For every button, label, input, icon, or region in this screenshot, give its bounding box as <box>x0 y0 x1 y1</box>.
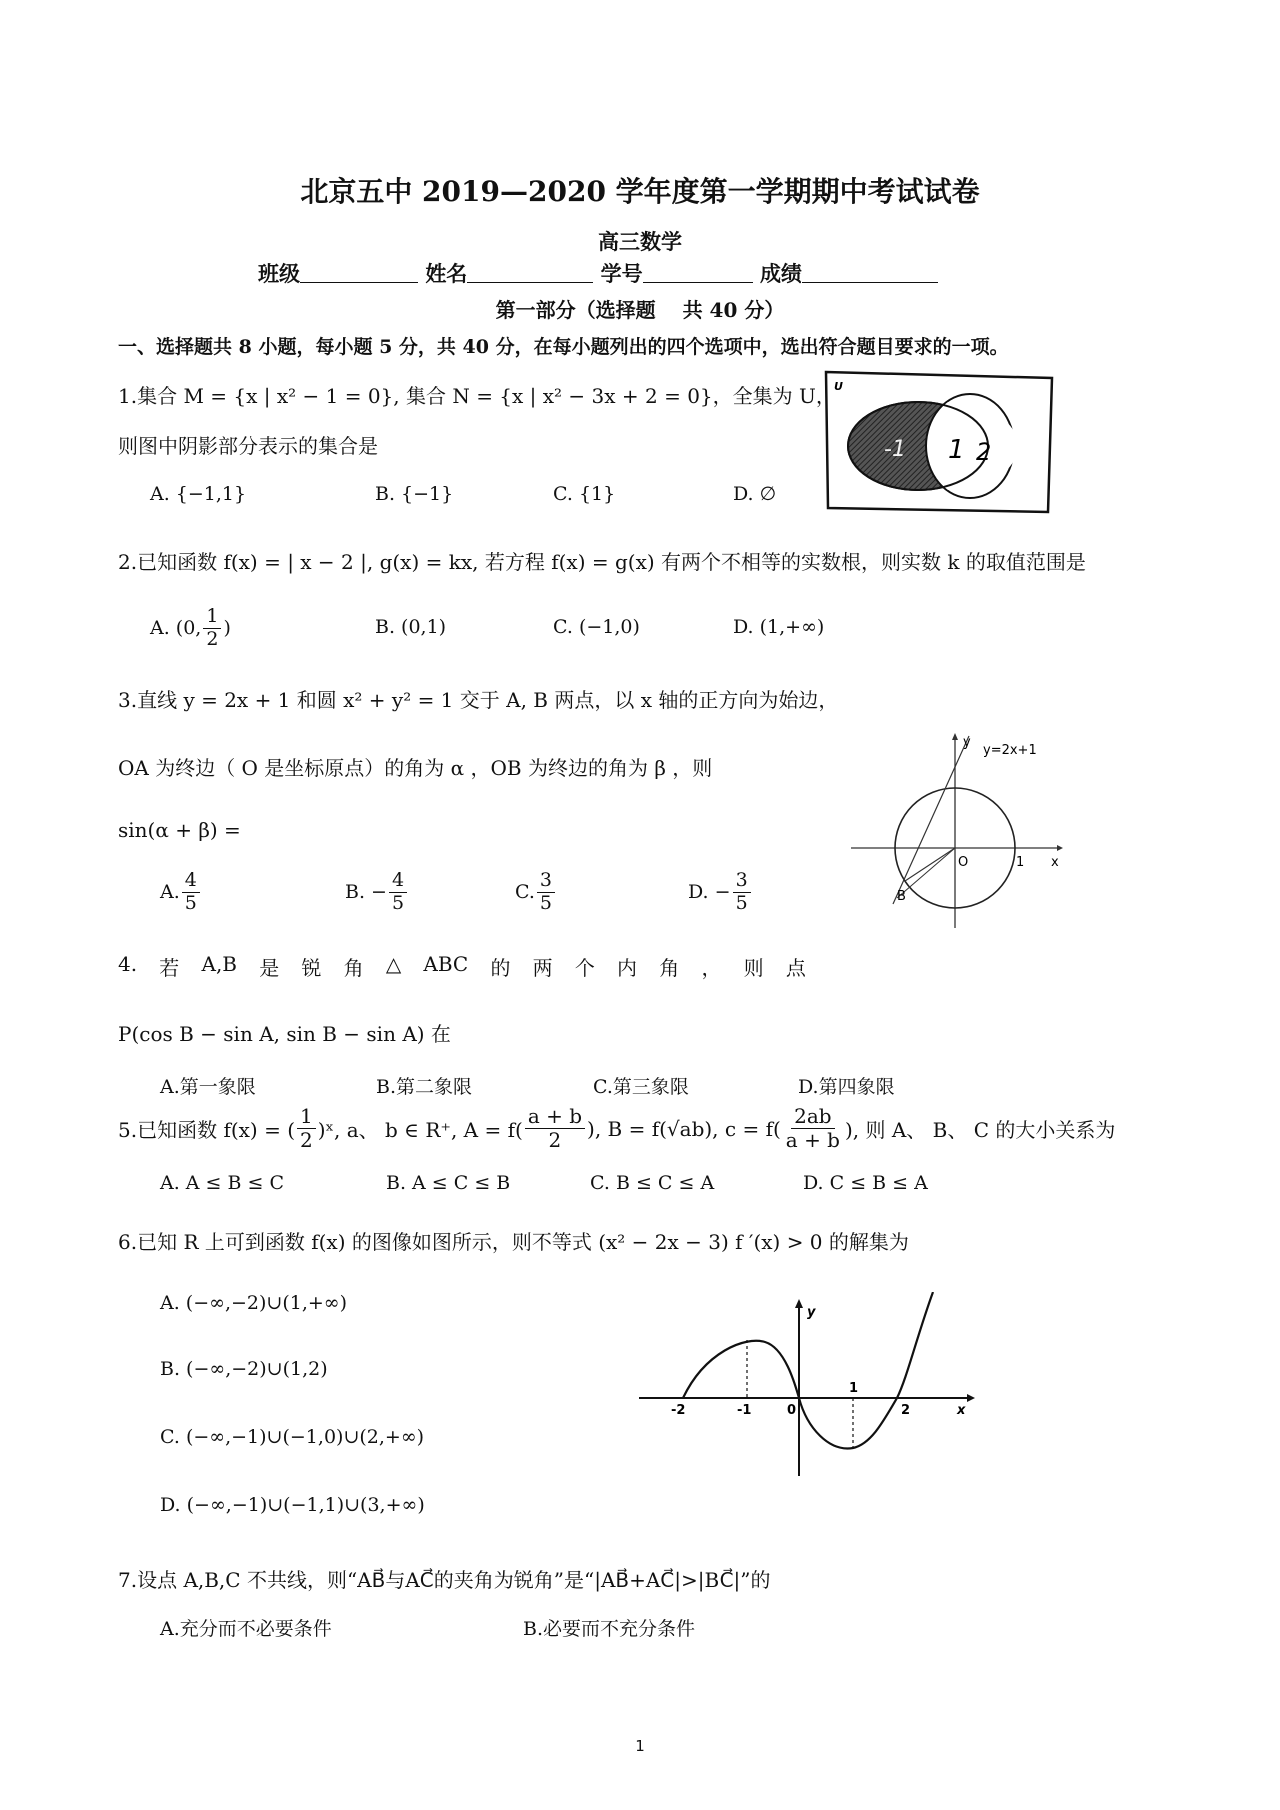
id-blank[interactable] <box>643 262 753 283</box>
question-4-option-b[interactable]: B.第二象限 <box>376 1076 473 1098</box>
x-axis-label: x <box>1051 855 1059 870</box>
part-heading: 第一部分（选择题 共 40 分） <box>495 298 785 322</box>
tick-one-label: 1 <box>1016 855 1025 870</box>
question-1-option-d[interactable]: D. ∅ <box>733 483 777 505</box>
derivative-graph-figure <box>635 1292 980 1480</box>
question-6-option-c[interactable]: C. (−∞,−1)∪(−1,0)∪(2,+∞) <box>160 1426 425 1448</box>
question-5-option-d[interactable]: D. C ≤ B ≤ A <box>803 1172 928 1194</box>
question-3-option-b[interactable]: B. − $\frac{4}{5}$ <box>345 870 409 915</box>
circle-line-figure <box>845 728 1075 938</box>
score-label: 成绩 <box>759 261 802 286</box>
tick-label-2: 2 <box>901 1403 911 1418</box>
tick-label-1: 1 <box>849 1381 859 1396</box>
exam-title: 北京五中 2019—2020 学年度第一学期期中考试试卷 <box>300 175 980 208</box>
set-n-label: 2 <box>976 438 992 466</box>
y-axis-label: y <box>963 735 971 750</box>
question-7-stem: 7.设点 A,B,C 不共线，则“AB⃗与AC⃗的夹角为锐角”是“|AB⃗+AC⃗|>|BC⃗|”的 <box>118 1568 771 1592</box>
question-4-option-a[interactable]: A.第一象限 <box>160 1076 256 1098</box>
universal-set-label: U <box>834 380 843 393</box>
y-axis-label: y <box>807 1305 816 1320</box>
question-1-option-a[interactable]: A. {−1,1} <box>150 483 247 505</box>
question-6-stem: 6.已知 R 上可到函数 f(x) 的图像如图所示，则不等式 (x² − 2x − 3) f ′(x) > 0 的解集为 <box>118 1230 909 1254</box>
set-m-label: -1 <box>884 437 906 462</box>
question-4-option-d[interactable]: D.第四象限 <box>798 1076 895 1098</box>
question-7-option-a[interactable]: A.充分而不必要条件 <box>160 1618 332 1640</box>
question-2-option-a[interactable]: A. (0, $\frac{1}{2}$ ) <box>150 605 231 650</box>
question-5-option-b[interactable]: B. A ≤ C ≤ B <box>386 1172 511 1194</box>
score-blank[interactable] <box>802 262 938 283</box>
tick-label-neg1: -1 <box>737 1403 752 1418</box>
line-y-2x-1 <box>893 736 969 904</box>
question-3-stem-line3: sin(α + β) = <box>118 818 241 842</box>
question-1-option-b[interactable]: B. {−1} <box>375 483 454 505</box>
question-6-option-a[interactable]: A. (−∞,−2)∪(1,+∞) <box>160 1292 348 1314</box>
question-3-option-d[interactable]: D. − $\frac{3}{5}$ <box>688 870 753 915</box>
origin-label: O <box>958 855 969 870</box>
question-3-stem-line1: 3.直线 y = 2x + 1 和圆 x² + y² = 1 交于 A, B 两点，以 x 轴的正方向为始边， <box>118 688 839 712</box>
student-info-line <box>258 258 938 288</box>
segment-ob <box>905 848 955 881</box>
x-axis-label: x <box>957 1403 966 1418</box>
tick-label-neg2: -2 <box>671 1403 686 1418</box>
question-3-option-a[interactable]: A. $\frac{4}{5}$ <box>160 870 202 915</box>
question-2-option-b[interactable]: B. (0,1) <box>375 616 447 638</box>
venn-diagram-figure <box>820 368 1060 518</box>
question-2-option-c[interactable]: C. (−1,0) <box>553 616 640 638</box>
page-number: 1 <box>635 1737 645 1755</box>
name-label: 姓名 <box>425 261 468 286</box>
intersection-label: 1 <box>948 435 965 465</box>
question-2-stem: 2.已知函数 f(x) = | x − 2 |, g(x) = kx, 若方程 f(x) = g(x) 有两个不相等的实数根，则实数 k 的取值范围是 <box>118 550 1086 574</box>
point-b-label: B <box>897 889 906 904</box>
question-1-stem-line2: 则图中阴影部分表示的集合是 <box>118 434 378 458</box>
tick-label-0: 0 <box>787 1403 797 1418</box>
question-6-option-b[interactable]: B. (−∞,−2)∪(1,2) <box>160 1358 328 1380</box>
question-2-option-d[interactable]: D. (1,+∞) <box>733 616 825 638</box>
question-5-stem: 5.已知函数 f(x) = ( $\frac{1}{2}$ )ˣ, a、 b ∈ R⁺, A = f( $\frac{a + b}{2}$ ), B = f(√ab), c = f( $\frac{2ab}{a + b}$ ), 则 A、 B、 C 的大小关系为 <box>118 1104 1116 1152</box>
question-4-option-c[interactable]: C.第三象限 <box>593 1076 689 1098</box>
question-1-stem-line1: 1.集合 M = {x | x² − 1 = 0}, 集合 N = {x | x² − 3x + 2 = 0}，全集为 U， <box>118 384 836 408</box>
subject-title: 高三数学 <box>598 229 682 254</box>
question-4-stem-line1: 4. 若 A,B 是 锐 角 △ ABC 的 两 个 内 角 ， 则 点 <box>118 952 806 980</box>
id-label: 学号 <box>600 261 643 286</box>
question-5-option-a[interactable]: A. A ≤ B ≤ C <box>160 1172 285 1194</box>
question-3-stem-line2: OA 为终边（ O 是坐标原点）的角为 α ，OB 为终边的角为 β ，则 <box>118 756 713 780</box>
class-label: 班级 <box>258 261 300 286</box>
question-1-option-c[interactable]: C. {1} <box>553 483 616 505</box>
question-3-option-c[interactable]: C. $\frac{3}{5}$ <box>515 870 557 915</box>
class-blank[interactable] <box>300 262 418 283</box>
name-blank[interactable] <box>467 262 593 283</box>
question-5-option-c[interactable]: C. B ≤ C ≤ A <box>590 1172 715 1194</box>
line-label: y=2x+1 <box>983 743 1037 758</box>
section-instructions: 一、选择题共 8 小题，每小题 5 分，共 40 分，在每小题列出的四个选项中，选出符合题目要求的一项。 <box>118 336 1009 358</box>
question-6-option-d[interactable]: D. (−∞,−1)∪(−1,1)∪(3,+∞) <box>160 1494 425 1516</box>
question-7-option-b[interactable]: B.必要而不充分条件 <box>523 1618 696 1640</box>
question-4-stem-line2: P(cos B − sin A, sin B − sin A) 在 <box>118 1022 451 1046</box>
